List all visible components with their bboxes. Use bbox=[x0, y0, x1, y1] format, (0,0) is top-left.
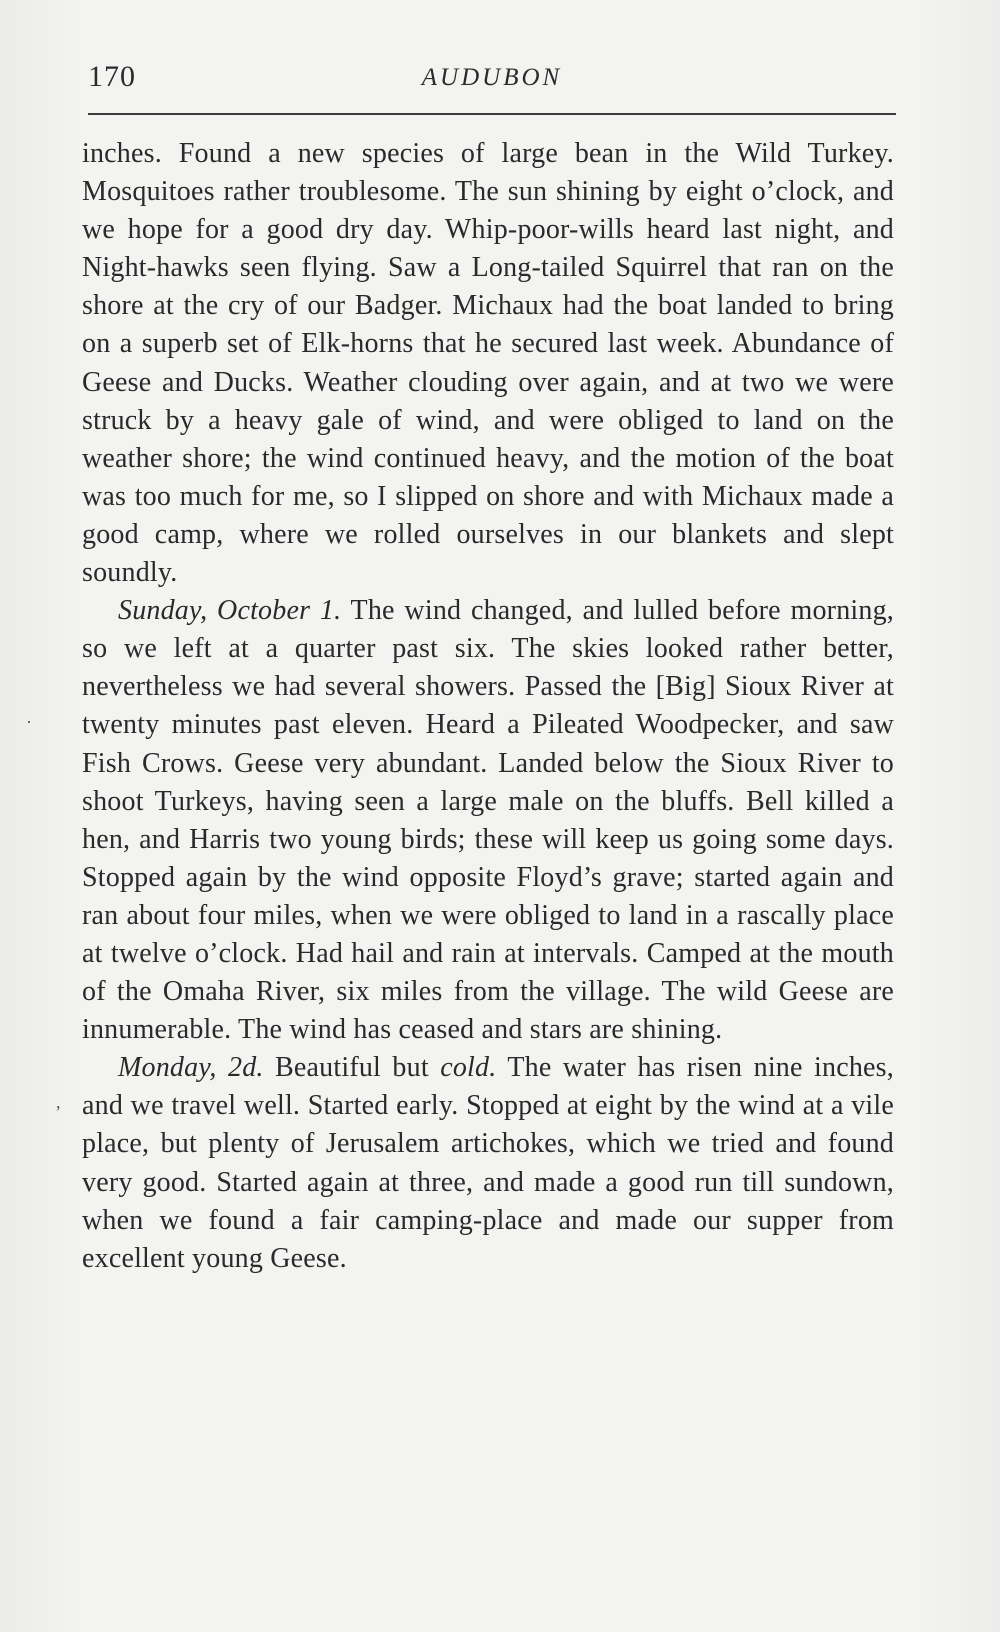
paragraph bbox=[82, 592, 894, 1049]
running-head: AUDUBON bbox=[421, 64, 563, 91]
page-number: 170 bbox=[88, 60, 136, 93]
paragraph-text: inches. Found a new species of large bean in the Wild Turkey. Mosquitoes rather troublesome. The sun shining by eight o’clock, and we hope for a good dry day. Whip-poor-wills heard last night, and Night-hawks seen flying. Saw a Long-tailed Squirrel that ran on the shore at the cry of our Badger. Michaux had the boat landed to bring on a superb set of Elk-horns that he secured last week. Abundance of Geese and Ducks. Weather clouding over again, and at two we were struck by a heavy gale of wind, and were obliged to land on the weather shore; the wind continued heavy, and the motion of the boat was too much for me, so I slipped on shore and with Michaux made a good camp, where we rolled ourselves in our blankets and slept soundly. bbox=[82, 138, 894, 589]
entry-date: Sunday, October 1. bbox=[118, 595, 342, 627]
body-text bbox=[82, 135, 894, 1278]
emphasized-text: cold. bbox=[440, 1052, 497, 1084]
paragraph-text: The wind changed, and lulled before morning, so we left at a quarter past six. The skies looked rather better, nevertheless we had several showers. Passed the [Big] Sioux River at twenty minutes past eleven. Heard a Pileated Woodpecker, and saw Fish Crows. Geese very abundant. Landed below the Sioux River to shoot Turkeys, having seen a large male on the bluffs. Bell killed a hen, and Harris two young birds; these will keep us going some days. Stopped again by the wind opposite Floyd’s grave; started again and ran about four miles, when we were obliged to land in a rascally place at twelve o’clock. Had hail and rain at intervals. Camped at the mouth of the Omaha River, six miles from the village. The wild Geese are innumerable. The wind has ceased and stars are shining. bbox=[82, 595, 894, 1046]
paragraph bbox=[82, 135, 894, 592]
page-header bbox=[88, 60, 896, 100]
paragraph-text: Beautiful but bbox=[275, 1052, 429, 1084]
margin-mark: , bbox=[56, 1092, 61, 1112]
entry-date: Monday, 2d. bbox=[118, 1052, 264, 1084]
paragraph-text: The water has risen nine inches, and we travel well. Started early. Stopped at eight by the wind at a vile place, but plenty of Jerusalem artichokes, which we tried and found very good. Started again at three, and made a good run till sundown, when we found a fair camping-place and made our supper from excellent young Geese. bbox=[82, 1052, 894, 1274]
header-rule bbox=[88, 113, 896, 115]
margin-mark: · bbox=[26, 712, 32, 732]
paragraph bbox=[82, 1049, 894, 1278]
